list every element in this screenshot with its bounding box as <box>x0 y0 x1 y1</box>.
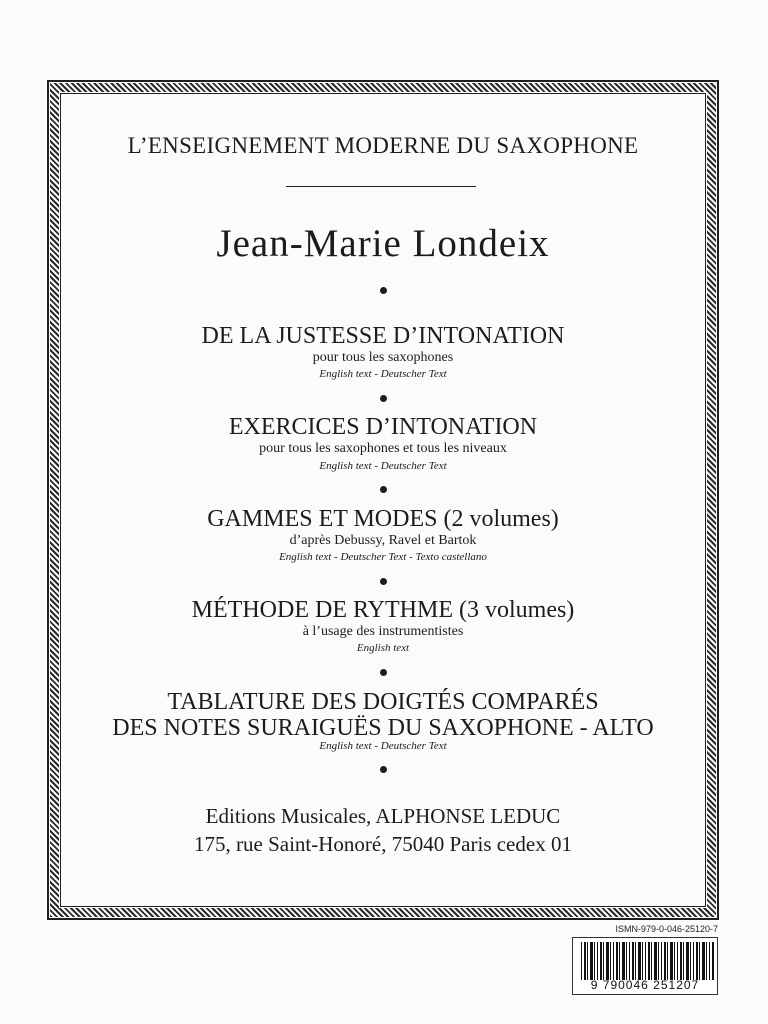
barcode <box>572 937 718 995</box>
work-languages: English text - Deutscher Text <box>319 368 447 380</box>
separator-bullet <box>380 287 387 294</box>
publisher-address: 175, rue Saint-Honoré, 75040 Paris cedex 01 <box>194 832 572 856</box>
work-subtitle: pour tous les saxophones <box>312 350 454 365</box>
ismn-number: ISMN-979-0-046-25120-7 <box>615 924 718 934</box>
work-title-line2: DES NOTES SURAIGUËS DU SAXOPHONE - ALTO <box>112 715 654 741</box>
separator-bullet <box>380 395 387 402</box>
work-languages: English text - Deutscher Text <box>319 740 447 752</box>
author-name: Jean-Marie Londeix <box>216 222 550 265</box>
work-title: MÉTHODE DE RYTHME (3 volumes) <box>191 597 575 623</box>
separator-bullet <box>380 486 387 493</box>
work-languages: English text - Deutscher Text - Texto castellano <box>279 551 487 563</box>
work-title-line1: TABLATURE DES DOIGTÉS COMPARÉS <box>167 689 599 715</box>
work-title: EXERCICES D’INTONATION <box>228 414 538 440</box>
work-subtitle: d’après Debussy, Ravel et Bartok <box>289 533 477 548</box>
barcode-number: 9 790046 251207 <box>590 978 700 992</box>
inner-border <box>60 93 706 907</box>
separator-bullet <box>380 766 387 773</box>
series-title: L’ENSEIGNEMENT MODERNE DU SAXOPHONE <box>127 133 639 158</box>
work-subtitle: pour tous les saxophones et tous les niveaux <box>259 441 507 456</box>
separator-bullet <box>380 669 387 676</box>
work-subtitle: à l’usage des instrumentistes <box>302 624 464 639</box>
work-languages: English text - Deutscher Text <box>319 460 447 472</box>
work-title: DE LA JUSTESSE D’INTONATION <box>201 323 565 349</box>
work-languages: English text <box>356 642 410 654</box>
separator-bullet <box>380 578 387 585</box>
title-rule <box>286 186 476 187</box>
barcode-bars <box>581 942 715 980</box>
publisher-name: Editions Musicales, ALPHONSE LEDUC <box>205 804 561 828</box>
work-title: GAMMES ET MODES (2 volumes) <box>207 506 559 532</box>
